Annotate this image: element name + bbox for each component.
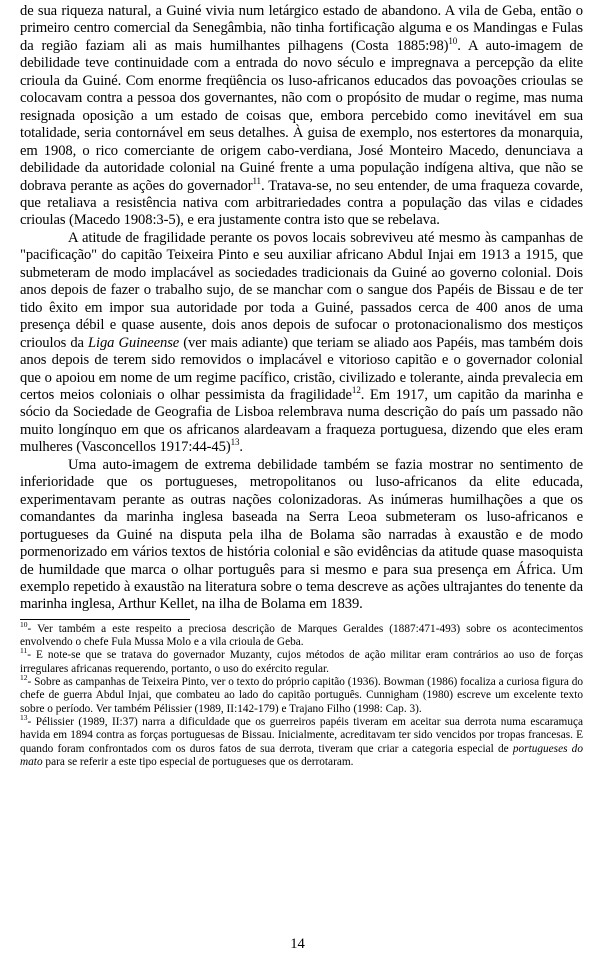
paragraph-text: A atitude de fragilidade perante os povos locais sobreviveu até mesmo às campanhas de "pacificação" do capitão Teixeira Pinto e seu auxiliar africano Abdul Injai em 1913 a 1915, que submeteram de modo implacável as sociedades tradicionais da Guiné ao governo colonial. Dois anos depois de fazer o trabalho sujo, de se manchar com o sangue dos Papéis de Bissau e de ter tido êxito em impor sua autoridade por toda a Guiné, passados cerca de 400 anos de uma presença débil e quase ausente, dois anos depois de sufocar o protonacionalismo dos mestiços crioulos da [20, 229, 583, 351]
footnote-text: - Pélissier (1989, II:37) narra a dificuldade que os guerreiros papéis tiveram em aceitar sua derrota numa escaramuça havida em 1894 contra as forças portuguesas de Bissau. Inicialmente, acreditavam ter sido vencidos por tropas francesas. E quando foram confrontados com os duros fatos de sua derrota, tiveram que criar a categoria especial de [20, 715, 583, 755]
footnote-12 [20, 673, 584, 716]
footnotes [20, 620, 584, 769]
paragraph-2 [20, 230, 583, 457]
footnote-number: 10 [20, 620, 28, 630]
footnote-text: - Sobre as campanhas de Teixeira Pinto, ver o texto do próprio capitão (1936). Bowman (1986) focaliza a curiosa figura do chefe de guerra Abdul Injai, que combateu ao lado do capitão português. Cunnigham (1980) escreve um excelente texto sobre o período. Ver também Pélissier (1989, II:142-179) e Trajano Filho (1998: Cap. 3). [20, 676, 584, 715]
italic-term: Liga Guineense [88, 334, 180, 351]
footnote-text: - E note-se que se tratava do governador Muzanty, cujos métodos de ação militar eram contrários ao uso de forças irregulares africanas requerendo, portanto, o uso do exército regular. [20, 649, 583, 675]
footnote-divider [20, 619, 190, 620]
footnote-ref-12[interactable]: 12 [351, 385, 361, 396]
footnote-ref-11[interactable]: 11 [252, 175, 261, 186]
footnote-10 [20, 620, 583, 650]
footnote-11 [20, 646, 583, 676]
footnote-number: 12 [20, 673, 28, 683]
page-number: 14 [290, 936, 305, 952]
page-body [20, 3, 583, 769]
footnote-number: 13 [20, 713, 28, 723]
paragraph-text: . [239, 439, 243, 456]
footnote-text: - Ver também a este respeito a preciosa descrição de Marques Geraldes (1887:471-493) sobre os acontecimentos envolvendo o chefe Fula Mussa Molo e a vila crioula de Geba. [20, 622, 583, 649]
paragraph-text: . Tratava-se, no seu entender, de uma fraqueza covarde, que retaliava a resistência nativa com arbitrariedades contra a população das vilas e cidades crioulas (Macedo 1908:3-5), e era justamente contra isto que se rebelava. [20, 177, 583, 229]
paragraph-1 [20, 3, 583, 230]
paragraph-3 [20, 457, 583, 614]
footnote-text: para se referir a este tipo especial de portugueses que os derrotaram. [42, 755, 354, 768]
footnote-ref-13[interactable]: 13 [230, 437, 240, 448]
footnote-ref-10[interactable]: 10 [448, 36, 458, 47]
paragraph-text: (ver mais adiante) que teriam se aliado aos Papéis, mas também dois anos depois de terem sido removidos o implacável e vitorioso capitão e o governador colonial que o apoiou em nome de um regime pacífico, cristão, civilizado e tolerante, ainda prevalecia em certos meios coloniais o olhar pessimista da fragilidade [20, 334, 584, 403]
footnote-number: 11 [20, 646, 28, 656]
paragraph-text: . Em 1917, um capitão da marinha e sócio da Sociedade de Geografia de Lisboa relembrava numa descrição do país um passado não muito longínquo em que os africanos alardeavam a fraqueza portuguesa, dizendo que eles eram mulheres (Vasconcellos 1917:44-45) [20, 386, 583, 456]
paragraph-text: Uma auto-imagem de extrema debilidade também se fazia mostrar no sentimento de inferioridade que os portugueses, metropolitanos ou luso-africanos da elite educada, experimentavam perante as outras nações colonizadoras. As inúmeras humilhações a que os comandantes da marinha inglesa baseada na Serra Leoa submeteram os luso-africanos e portugueses da Guiné na disputa pela ilha de Bolama são narradas à exaustão e de modo pormenorizado em vários textos de história colonial e são evidências da atitude quase masoquista de humildade que marca o olhar português para si mesmo e para sua presença em África. Um exemplo repetido à exaustão na literatura sobre o tema descreve as ações ultrajantes do tenente da marinha inglesa, Arthur Kellet, na ilha de Bolama em 1839. [20, 456, 583, 613]
paragraph-text: . A auto-imagem de debilidade teve continuidade com a entrada do novo século e impregnava a percepção da elite crioula da Guiné. Com enorme freqüência os luso-africanos educados das povoações crioulas se colocavam contra a pessoa dos governantes, não com o propósito de mudar o regime, mas numa resignada oposição a um estado de coisas que, embora percebido como inevitável em sua totalidade, seria contornável em seus detalhes. À guisa de exemplo, nos estertores da monarquia, em 1908, o rico comerciante de origem cabo-verdiana, José Monteiro Macedo, denunciava a debilidade da autoridade colonial na Guiné frente a uma população indígena altiva, que não se dobrava perante as ações do governador [20, 37, 583, 194]
italic-term: portugueses do mato [20, 742, 583, 768]
paragraph-text: de sua riqueza natural, a Guiné vivia num letárgico estado de abandono. A vila de Geba, então o primeiro centro comercial da Senegâmbia, não tinha fortificação alguma e os Mandingas e Fulas da região faziam ali as mais humilhantes pilhagens (Costa 1885:98) [20, 3, 583, 54]
footnote-13 [20, 713, 583, 769]
